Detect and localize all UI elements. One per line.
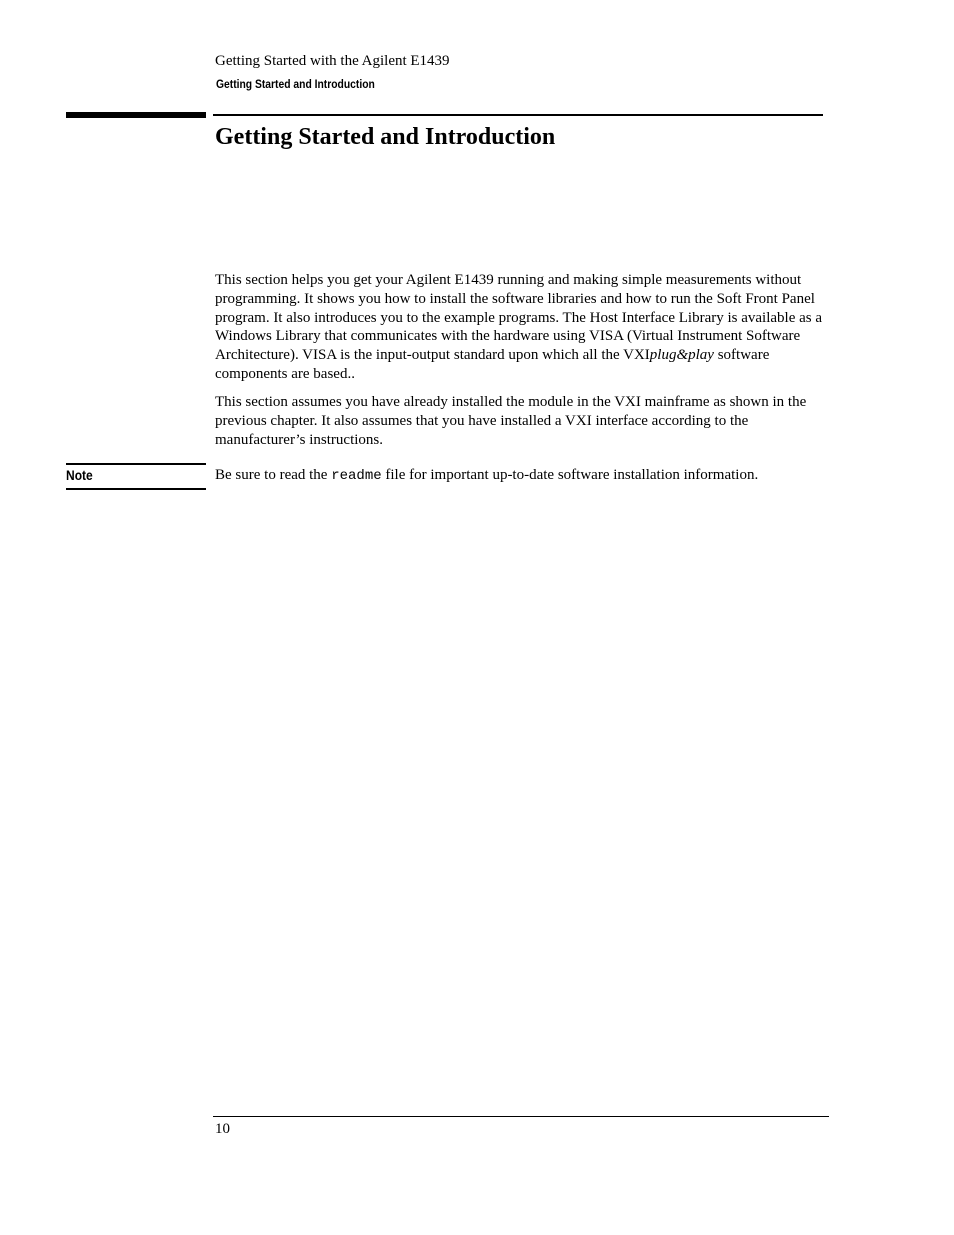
note-text-before: Be sure to read the	[215, 467, 332, 483]
note-rule-top	[66, 463, 206, 465]
running-header-section: Getting Started and Introduction	[216, 77, 375, 91]
note-rule-bottom	[66, 488, 206, 490]
note-label: Note	[66, 467, 93, 483]
page-number: 10	[215, 1121, 230, 1137]
note-text-after: file for important up-to-date software installation information.	[381, 467, 759, 483]
section-rule-thin	[213, 114, 823, 116]
intro-paragraph-end: software components are based..	[215, 347, 770, 382]
note-text	[215, 466, 758, 485]
section-title: Getting Started and Introduction	[215, 124, 556, 150]
intro-paragraph-text: This section helps you get your Agilent E1439 running and making simple measurements without programming. It shows you how to install the software libraries and how to run the Soft Front Panel program. It also introduces you to the example programs. The Host Interface Library is available as a Windows Library that communicates with the hardware using VISA (Virtual Instrument Software Architecture). VISA is the input-output standard upon which all the VXI	[215, 272, 823, 363]
assumptions-paragraph: This section assumes you have already installed the module in the VXI mainframe as shown in the previous chapter. It also assumes that you have installed a VXI interface according to the manufacturer’s instructions.	[215, 394, 807, 448]
footer-rule	[213, 1116, 829, 1117]
intro-paragraph	[215, 271, 827, 384]
readme-filename: readme	[331, 468, 382, 484]
plug-and-play-italic: plug&play	[649, 347, 714, 363]
running-header-title: Getting Started with the Agilent E1439	[215, 53, 450, 69]
section-rule-thick	[66, 112, 206, 118]
